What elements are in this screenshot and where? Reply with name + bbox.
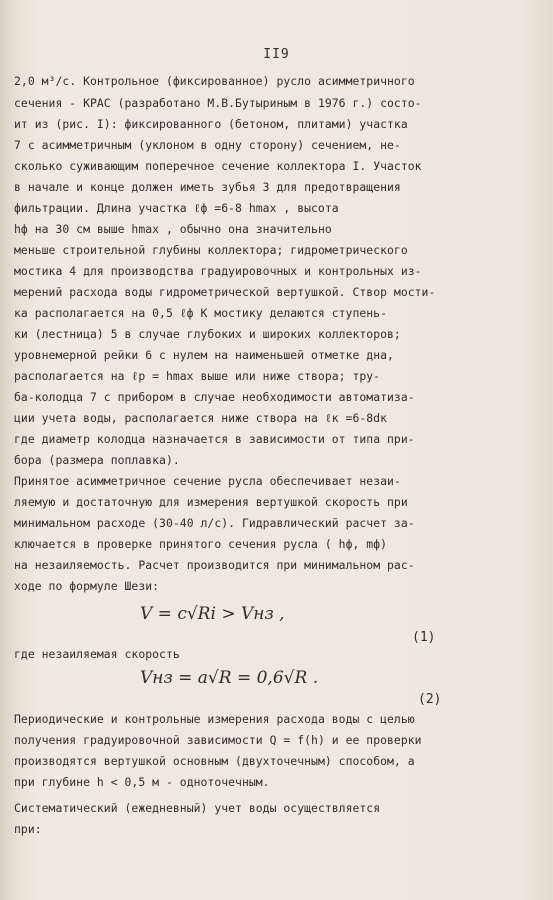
text-line-17: ции учета воды, располагается ниже створа на ℓк =6-8dк	[14, 411, 387, 425]
text-line-13: ки (лестница) 5 в случае глубоких и широких коллекторов;	[14, 327, 401, 341]
text-line-25: ходе по формуле Шези:	[14, 579, 160, 593]
text-line-21: ляемую и достаточную для измерения вертушкой скорость при	[14, 495, 408, 509]
text-line-14: уровнемерной рейки 6 с нулем на наименьшей отметке дна,	[14, 348, 394, 362]
text-line-20: Принятое асимметричное сечение русла обеспечивает незаи-	[14, 474, 401, 488]
text-line-8: hф на 30 см выше hmax , обычно она значительно	[14, 222, 332, 236]
text-line-28: получения градуировочной зависимости Q = f(h) и ее проверки	[14, 733, 422, 747]
formula-2-number: (2)	[418, 692, 442, 707]
text-line-3: ит из (рис. I): фиксированного (бетоном, плитами) участка	[14, 117, 408, 131]
text-line-30: при глубине h < 0,5 м - одноточечным.	[14, 775, 270, 789]
text-line-4: 7 с асимметричным (уклоном в одну сторону) сечением, не-	[14, 138, 401, 152]
text-line-6: в начале и конце должен иметь зубья 3 для предотвращения	[14, 180, 401, 194]
text-line-16: ба-колодца 7 с прибором в случае необходимости автоматиза-	[14, 390, 415, 404]
text-line-19: бора (размера поплавка).	[14, 453, 180, 467]
text-line-9: меньше строительной глубины коллектора; гидрометрического	[14, 243, 408, 257]
formula-1-number: (1)	[412, 630, 436, 645]
text-line-24: на незаиляемость. Расчет производится при минимальном рас-	[14, 558, 415, 572]
text-line-27: Периодические и контрольные измерения расхода воды с целью	[14, 712, 415, 726]
text-line-12: ка располагается на 0,5 ℓф К мостику делаются ступень-	[14, 306, 387, 320]
page-number: II9	[263, 47, 290, 62]
text-line-32: при:	[14, 822, 42, 836]
text-line-23: ключается в проверке принятого сечения русла ( hф, mф)	[14, 537, 388, 551]
formula-non-silting-velocity: Vнз = a√R = 0,6√R .	[140, 668, 319, 688]
text-line-5: сколько суживающим поперечное сечение коллектора I. Участок	[14, 159, 422, 173]
text-line-18: где диаметр колодца назначается в зависимости от типа при-	[14, 432, 415, 446]
text-line-29: производятся вертушкой основным (двухточечным) способом, а	[14, 754, 415, 768]
formula-chezy: V = c√Ri > Vнз ,	[140, 604, 285, 624]
text-line-1: 2,0 м³/с. Контрольное (фиксированное) русло асимметричного	[14, 74, 415, 88]
text-line-2: сечения - КРАС (разработано М.В.Бутыриным в 1976 г.) состо-	[14, 96, 422, 110]
text-line-10: мостика 4 для производства градуировочных и контрольных из-	[14, 264, 422, 278]
text-line-11: мерений расхода воды гидрометрической вертушкой. Створ мости-	[14, 285, 436, 299]
text-line-22: минимальном расходе (30-40 л/с). Гидравлический расчет за-	[14, 516, 415, 530]
text-line-15: располагается на ℓр = hmax выше или ниже створа; тру-	[14, 369, 381, 383]
text-line-7: фильтрации. Длина участка ℓф =6-8 hmax , высота	[14, 201, 339, 215]
text-line-31: Систематический (ежедневный) учет воды осуществляется	[14, 801, 381, 815]
text-line-26: где незаиляемая скорость	[14, 647, 180, 661]
